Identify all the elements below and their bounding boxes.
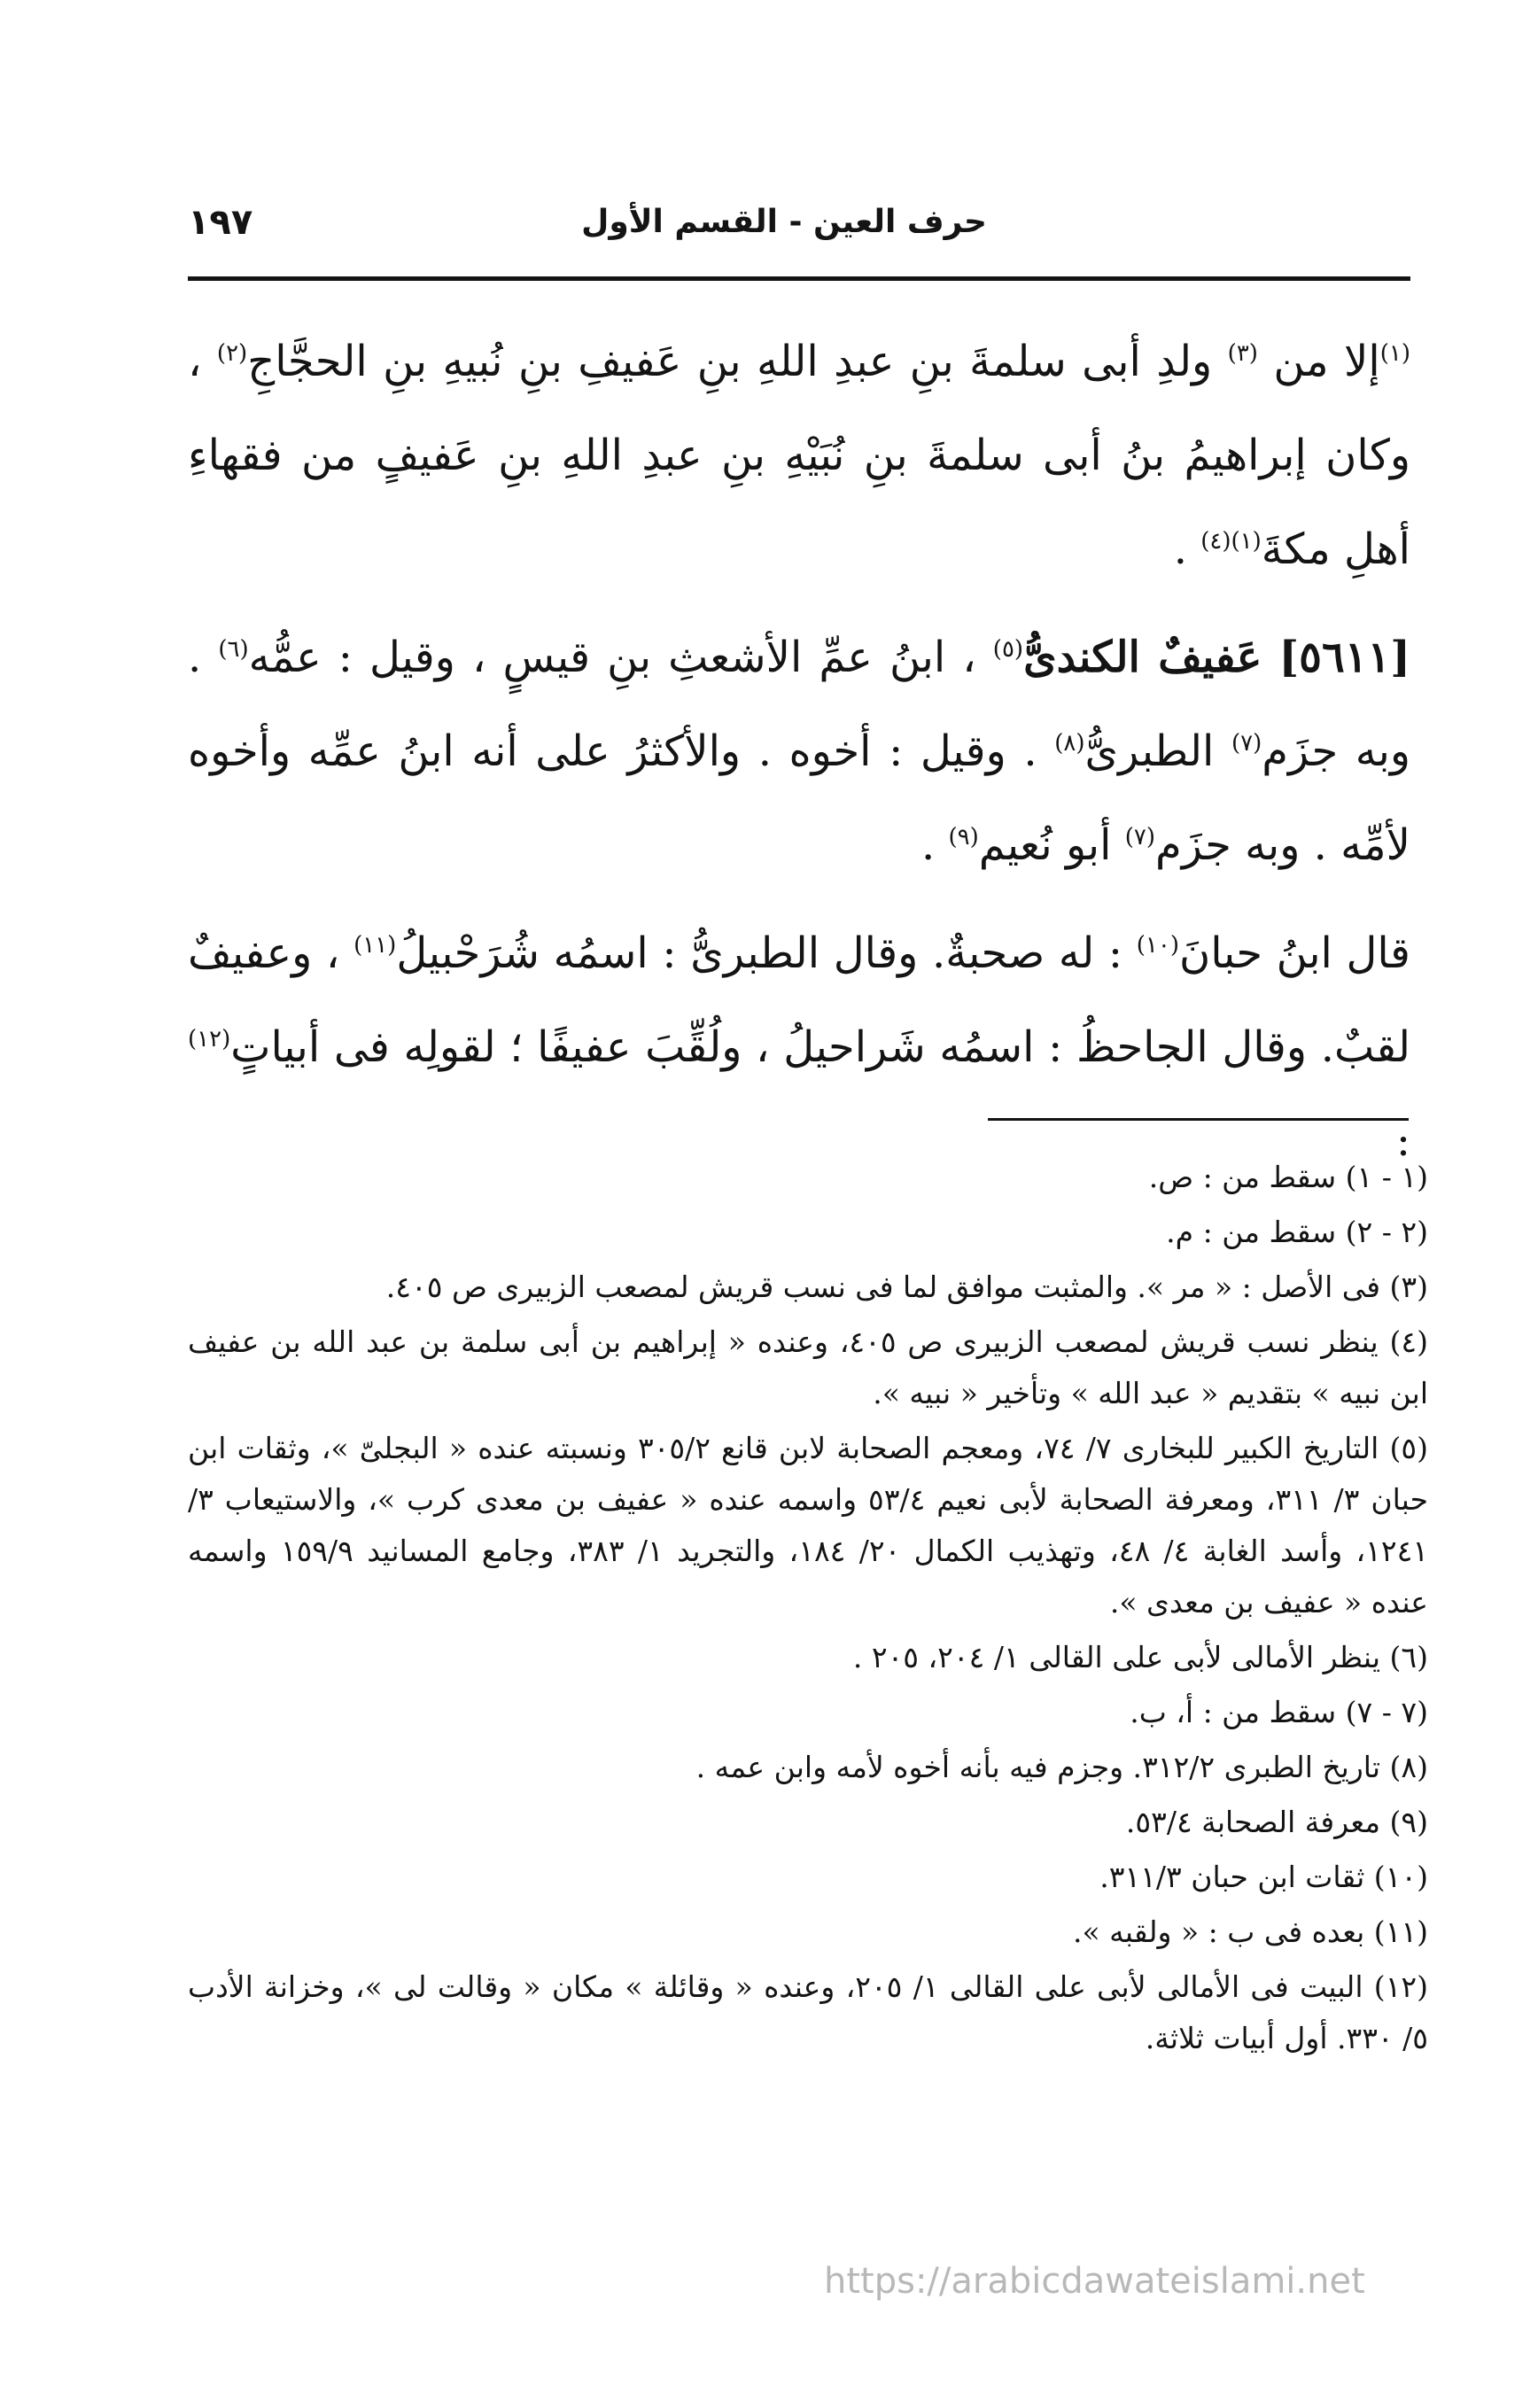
text-run: ، وعفيفٌ لقبٌ. وقال الجاحظُ : اسمُه شَراحيلُ ، ولُقِّبَ عفيفًا ؛ لقولِه فى أبياتٍ	[188, 928, 1410, 1072]
footnote-ref: (١)(٤)	[1200, 528, 1262, 555]
text-run: . وبه جزَم	[188, 633, 1410, 776]
footnote-ref: (٨)	[1054, 730, 1085, 757]
footnote-item: (٩) معرفة الصحابة ٥٣/٤.	[1125, 1805, 1428, 1839]
footnote-ref: (١٠)	[1136, 932, 1179, 959]
footnote-ref: (٧)	[1124, 824, 1155, 851]
footnote-ref: (٧)	[1231, 730, 1262, 757]
footnote-ref: (٣)	[1227, 340, 1258, 367]
footnote-item: (٣) فى الأصل : « مر ». والمثبت موافق لما فى نسب قريش لمصعب الزبيرى ص ٤٠٥.	[385, 1270, 1428, 1304]
footnote-ref: (٦)	[218, 636, 249, 663]
text-run: قال ابنُ حبانَ	[1178, 928, 1410, 978]
footnote-item: (٨) تاريخ الطبرى ٣١٢/٢. وجزم فيه بأنه أخوه لأمه وابن عمه .	[695, 1750, 1428, 1784]
footnote-item: (٤) ينظر نسب قريش لمصعب الزبيرى ص ٤٠٥، وعنده « إبراهيم بن أبى سلمة بن عبد الله بن عفيف ابن نبيه » بتقديم « عبد الله » وتأخير « نبيه ».	[188, 1324, 1428, 1410]
text-run: الطبرىُّ	[1084, 726, 1215, 776]
text-run: ، ابنُ عمِّ الأشعثِ بنِ قيسٍ ، وقيل : عمُّه	[248, 633, 976, 682]
running-title: حرف العين - القسم الأول	[581, 204, 987, 240]
text-run: ، وكان إبراهيمُ بنُ أبى سلمةَ بنِ نُبَيْهِ بنِ عبدِ اللهِ بنِ عَفيفٍ من فقهاءِ أهلِ مكةَ	[188, 337, 1411, 574]
text-run: ولدِ أبى سلمةَ بنِ عبدِ اللهِ بنِ عَفيفِ بنِ نُبيهِ بنِ الحجَّاجِ	[247, 337, 1213, 386]
footnote-item: (٧ - ٧) سقط من : أ، ب.	[1130, 1695, 1428, 1729]
footnote-separator	[988, 1118, 1409, 1121]
text-run: . وقيل : أخوه . والأكثرُ على أنه ابنُ عمِّه وأخوه لأمِّه . وبه جزَم	[188, 726, 1410, 870]
footnote-item: (٥) التاريخ الكبير للبخارى ٧/ ٧٤، ومعجم الصحابة لابن قانع ٣٠٥/٢ ونسبته عنده « البجلىّ »، وثقات ابن حبان ٣/ ٣١١، ومعرفة الصحابة لأبى نعيم ٥٣/٤ واسمه عنده « عفيف بن معدى كرب »، والاستيعاب ٣/ ١٢٤١، وأسد الغابة ٤/ ٤٨، وتهذيب الكمال ٢٠/ ١٨٤، والتجريد ١/ ٣٨٣، وجامع المسانيد ١٥٩/٩ واسمه عنده « عفيف بن معدى ».	[188, 1431, 1429, 1620]
header-rule	[188, 276, 1410, 281]
footnote-ref: (١)	[1379, 340, 1411, 367]
footnote-item: (١٠) ثقات ابن حبان ٣١١/٣.	[1099, 1860, 1428, 1894]
footnote-ref: (٩)	[948, 824, 979, 851]
footnote-ref: (٥)	[992, 636, 1024, 663]
footnote-item: (١٢) البيت فى الأمالى لأبى على القالى ١/ ٢٠٥، وعنده « وقائلة » مكان « وقالت لى »، وخزانة الأدب ٥/ ٣٣٠. أول أبيات ثلاثة.	[188, 1969, 1428, 2055]
footnote-item: (٢ - ٢) سقط من : م.	[1166, 1215, 1428, 1249]
footnote-item: (١١) بعده فى ب : « ولقبه ».	[1072, 1915, 1428, 1949]
footnotes	[188, 1152, 1428, 2068]
footnote-item: (١ - ١) سقط من : ص.	[1148, 1160, 1428, 1194]
footnote-ref: (١١)	[353, 932, 397, 959]
entry-number: [٥٦١١]	[1278, 633, 1410, 682]
text-run: .	[1173, 524, 1187, 574]
watermark: https://arabicdawateislami.net	[824, 2261, 1365, 2302]
footnote-item: (٦) ينظر الأمالى لأبى على القالى ١/ ٢٠٤، ٢٠٥ .	[852, 1640, 1428, 1674]
paragraph-2	[188, 610, 1410, 892]
entry-name: عَفيفٌ الكندىُّ	[1023, 633, 1262, 682]
paragraph-1	[188, 315, 1410, 596]
footnote-ref: (٢)	[216, 340, 248, 367]
page-header	[188, 197, 1410, 259]
text-run: .	[920, 820, 936, 870]
text-run: إلا من	[1273, 337, 1380, 386]
text-run: : له صحبةٌ. وقال الطبرىُّ : اسمُه شُرَحْبيلُ	[396, 928, 1123, 978]
paragraph-3	[188, 906, 1410, 1188]
text-run: :	[1395, 1116, 1410, 1166]
footnote-ref: (١٢)	[188, 1026, 231, 1053]
page-number: ١٩٧	[188, 202, 253, 243]
text-run: أبو نُعيم	[978, 820, 1112, 870]
main-text	[188, 315, 1410, 1188]
